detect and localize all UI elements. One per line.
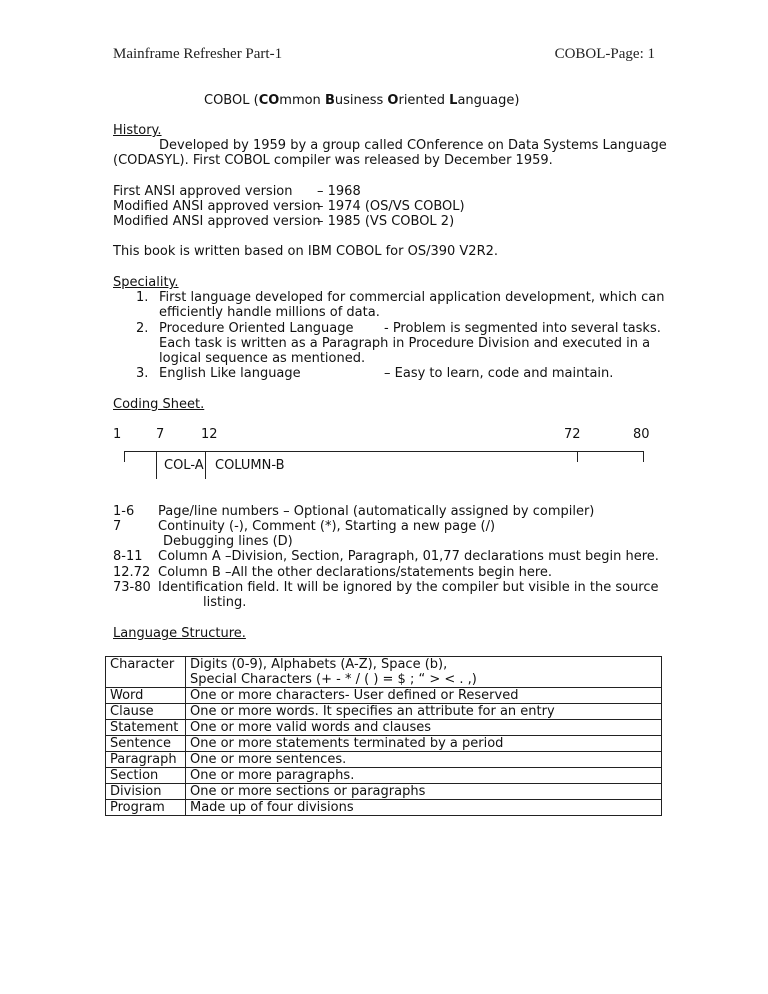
table-row (106, 768, 662, 784)
coding-range-3: 8-11 (113, 549, 143, 564)
speciality-heading: Speciality. (113, 275, 179, 290)
desc-cell: Made up of four divisions (186, 800, 662, 816)
speciality-2-line-1: Each task is written as a Paragraph in Procedure Division and executed in a (159, 336, 651, 351)
desc-cell: Digits (0-9), Alphabets (A-Z), Space (b), Special Characters (+ - * / ( ) = $ ; “ > < . ,) (186, 657, 662, 688)
header-right: COBOL-Page: 1 (554, 46, 655, 62)
history-heading: History. (113, 123, 162, 138)
coding-desc-4: Column B –All the other declarations/statements begin here. (158, 565, 553, 580)
coding-range-1: 1-6 (113, 504, 135, 519)
term-cell: Program (106, 800, 186, 816)
speciality-num-3: 3. (136, 366, 149, 381)
desc-cell: One or more paragraphs. (186, 768, 662, 784)
speciality-3-right: – Easy to learn, code and maintain. (384, 366, 614, 381)
term-cell: Word (106, 688, 186, 704)
language-structure-heading: Language Structure. (113, 626, 246, 641)
desc-cell: One or more sentences. (186, 752, 662, 768)
header-left: Mainframe Refresher Part-1 (113, 46, 283, 62)
speciality-2-left: Procedure Oriented Language (159, 321, 354, 336)
coding-desc-5b: listing. (203, 595, 247, 610)
speciality-num-1: 1. (136, 290, 149, 305)
speciality-1-line-2: efficiently handle millions of data. (159, 305, 380, 320)
col-marker-80: 80 (633, 427, 650, 442)
term-cell: Sentence (106, 736, 186, 752)
coding-range-2: 7 (113, 519, 122, 534)
term-cell: Statement (106, 720, 186, 736)
term-cell: Character (106, 657, 186, 688)
table-row (106, 688, 662, 704)
speciality-1-line-1: First language developed for commercial application development, which can (159, 290, 665, 305)
speciality-2-line-2: logical sequence as mentioned. (159, 351, 366, 366)
speciality-3-left: English Like language (159, 366, 301, 381)
table-row (106, 657, 662, 688)
book-note: This book is written based on IBM COBOL for OS/390 V2R2. (113, 244, 499, 259)
col-a-label: COL-A (164, 458, 204, 473)
history-line-2: (CODASYL). First COBOL compiler was released by December 1959. (113, 153, 553, 168)
term-cell: Paragraph (106, 752, 186, 768)
desc-cell: One or more words. It specifies an attribute for an entry (186, 704, 662, 720)
col-marker-12: 12 (201, 427, 218, 442)
desc-cell: One or more statements terminated by a period (186, 736, 662, 752)
document-title: COBOL (COmmon Business Oriented Language) (204, 93, 520, 108)
language-structure-table (105, 656, 662, 816)
table-row (106, 720, 662, 736)
coding-desc-2: Continuity (-), Comment (*), Starting a new page (/) (158, 519, 496, 534)
table-row (106, 800, 662, 816)
version-label-2: Modified ANSI approved version (113, 199, 321, 214)
table-row (106, 704, 662, 720)
speciality-2-right: - Problem is segmented into several tasks. (384, 321, 661, 336)
table-row (106, 784, 662, 800)
desc-cell: One or more valid words and clauses (186, 720, 662, 736)
history-line-1: Developed by 1959 by a group called COnference on Data Systems Language (159, 138, 667, 153)
table-row (106, 752, 662, 768)
version-label-1: First ANSI approved version (113, 184, 293, 199)
version-value-3: – 1985 (VS COBOL 2) (317, 214, 455, 229)
coding-range-5: 73-80 (113, 580, 151, 595)
coding-desc-3: Column A –Division, Section, Paragraph, 01,77 declarations must begin here. (158, 549, 659, 564)
version-value-2: – 1974 (OS/VS COBOL) (317, 199, 465, 214)
coding-desc-2b: Debugging lines (D) (163, 534, 293, 549)
coding-desc-1: Page/line numbers – Optional (automatically assigned by compiler) (158, 504, 595, 519)
coding-range-4: 12.72 (113, 565, 151, 580)
table-row (106, 736, 662, 752)
version-value-1: – 1968 (317, 184, 361, 199)
version-label-3: Modified ANSI approved version (113, 214, 321, 229)
coding-desc-5: Identification field. It will be ignored by the compiler but visible in the source (158, 580, 659, 595)
term-cell: Clause (106, 704, 186, 720)
column-b-label: COLUMN-B (215, 458, 285, 473)
desc-cell: One or more sections or paragraphs (186, 784, 662, 800)
speciality-num-2: 2. (136, 321, 149, 336)
col-marker-72: 72 (564, 427, 581, 442)
col-marker-1: 1 (113, 427, 122, 442)
col-marker-7: 7 (156, 427, 165, 442)
coding-sheet-heading: Coding Sheet. (113, 397, 205, 412)
term-cell: Division (106, 784, 186, 800)
term-cell: Section (106, 768, 186, 784)
desc-cell: One or more characters- User defined or Reserved (186, 688, 662, 704)
